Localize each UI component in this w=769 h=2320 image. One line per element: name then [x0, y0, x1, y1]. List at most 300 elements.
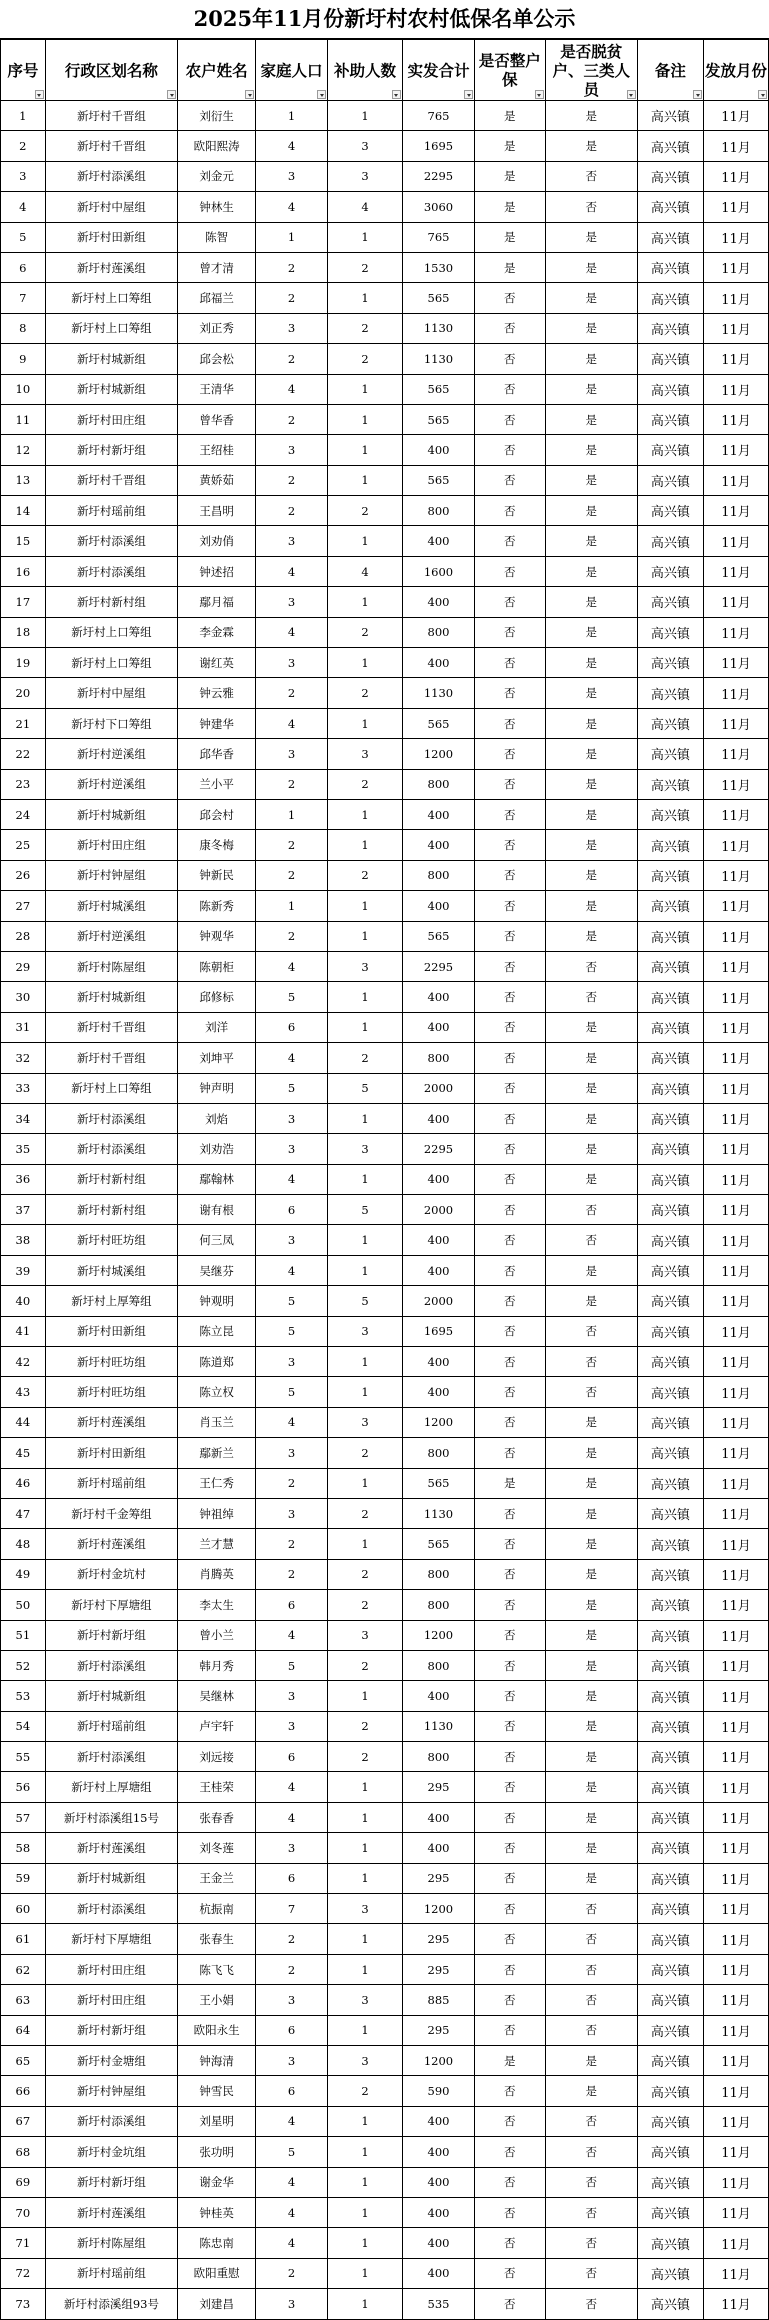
subsidized-count-cell: 1 — [328, 2167, 403, 2197]
month-cell: 11月 — [704, 2289, 769, 2319]
poverty-status-cell: 是 — [545, 739, 637, 769]
row-index-cell: 18 — [1, 617, 46, 647]
poverty-status-cell: 是 — [545, 1438, 637, 1468]
district-cell: 新圩村添溪组15号 — [45, 1802, 178, 1832]
household-size-cell: 6 — [256, 1012, 328, 1042]
poverty-status-cell: 是 — [545, 313, 637, 343]
household-size-cell: 6 — [256, 2015, 328, 2045]
month-cell: 11月 — [704, 252, 769, 282]
total-amount-cell: 1130 — [402, 1711, 474, 1741]
table-row — [1, 1681, 769, 1711]
household-size-cell: 6 — [256, 2076, 328, 2106]
farmer-name-cell: 刘衍生 — [178, 101, 256, 131]
district-cell: 新圩村新圩组 — [45, 2015, 178, 2045]
note-cell: 高兴镇 — [637, 2258, 703, 2288]
subsidized-count-cell: 2 — [328, 1438, 403, 1468]
total-amount-cell: 295 — [402, 2015, 474, 2045]
poverty-status-cell: 否 — [545, 1954, 637, 1984]
header-label: 农户姓名 — [185, 60, 248, 80]
month-cell: 11月 — [704, 374, 769, 404]
whole-household-cell: 否 — [475, 1802, 546, 1832]
note-cell: 高兴镇 — [637, 1407, 703, 1437]
month-cell: 11月 — [704, 2167, 769, 2197]
household-size-cell: 4 — [256, 1802, 328, 1832]
table-row — [1, 496, 769, 526]
whole-household-cell: 否 — [475, 1742, 546, 1772]
header-label: 是否脱贫户、三类人员 — [552, 41, 630, 99]
table-row — [1, 283, 769, 313]
whole-household-cell: 否 — [475, 1347, 546, 1377]
total-amount-cell: 400 — [402, 982, 474, 1012]
district-cell: 新圩村城新组 — [45, 799, 178, 829]
poverty-status-cell: 是 — [545, 860, 637, 890]
note-cell: 高兴镇 — [637, 1833, 703, 1863]
total-amount-cell: 400 — [402, 587, 474, 617]
district-cell: 新圩村钟屋组 — [45, 2076, 178, 2106]
poverty-status-cell: 是 — [545, 1559, 637, 1589]
poverty-status-cell: 是 — [545, 678, 637, 708]
table-row — [1, 1438, 769, 1468]
household-size-cell: 2 — [256, 1468, 328, 1498]
month-cell: 11月 — [704, 1742, 769, 1772]
farmer-name-cell: 刘劝浩 — [178, 1134, 256, 1164]
month-cell: 11月 — [704, 2106, 769, 2136]
total-amount-cell: 1130 — [402, 1498, 474, 1528]
farmer-name-cell: 邱会松 — [178, 344, 256, 374]
total-amount-cell: 1695 — [402, 131, 474, 161]
table-row — [1, 1529, 769, 1559]
total-amount-cell: 565 — [402, 465, 474, 495]
table-row — [1, 1255, 769, 1285]
farmer-name-cell: 钟新民 — [178, 860, 256, 890]
month-cell: 11月 — [704, 161, 769, 191]
district-cell: 新圩村田新组 — [45, 1438, 178, 1468]
total-amount-cell: 400 — [402, 830, 474, 860]
month-cell: 11月 — [704, 1772, 769, 1802]
district-cell: 新圩村城新组 — [45, 374, 178, 404]
month-cell: 11月 — [704, 131, 769, 161]
farmer-name-cell: 谢金华 — [178, 2167, 256, 2197]
farmer-name-cell: 曾才清 — [178, 252, 256, 282]
month-cell: 11月 — [704, 648, 769, 678]
header-label: 行政区划名称 — [64, 60, 158, 80]
household-size-cell: 1 — [256, 222, 328, 252]
farmer-name-cell: 王绍桂 — [178, 435, 256, 465]
farmer-name-cell: 曾小兰 — [178, 1620, 256, 1650]
total-amount-cell: 800 — [402, 1650, 474, 1680]
note-cell: 高兴镇 — [637, 1498, 703, 1528]
note-cell: 高兴镇 — [637, 1347, 703, 1377]
month-cell: 11月 — [704, 192, 769, 222]
farmer-name-cell: 肖玉兰 — [178, 1407, 256, 1437]
whole-household-cell: 否 — [475, 830, 546, 860]
whole-household-cell: 否 — [475, 496, 546, 526]
district-cell: 新圩村添溪组93号 — [45, 2289, 178, 2319]
farmer-name-cell: 陈新秀 — [178, 891, 256, 921]
subsidized-count-cell: 1 — [328, 1255, 403, 1285]
note-cell: 高兴镇 — [637, 708, 703, 738]
farmer-name-cell: 王金兰 — [178, 1863, 256, 1893]
district-cell: 新圩村莲溪组 — [45, 252, 178, 282]
note-cell: 高兴镇 — [637, 1529, 703, 1559]
household-size-cell: 6 — [256, 1590, 328, 1620]
table-row — [1, 1772, 769, 1802]
row-index-cell: 4 — [1, 192, 46, 222]
poverty-status-cell: 否 — [545, 161, 637, 191]
household-size-cell: 1 — [256, 799, 328, 829]
whole-household-cell: 否 — [475, 2258, 546, 2288]
household-size-cell: 2 — [256, 344, 328, 374]
subsidized-count-cell: 2 — [328, 344, 403, 374]
poverty-status-cell: 是 — [545, 1498, 637, 1528]
note-cell: 高兴镇 — [637, 2228, 703, 2258]
month-cell: 11月 — [704, 2197, 769, 2227]
district-cell: 新圩村城新组 — [45, 1681, 178, 1711]
farmer-name-cell: 何三凤 — [178, 1225, 256, 1255]
district-cell: 新圩村上厚塘组 — [45, 1772, 178, 1802]
subsidized-count-cell: 1 — [328, 2228, 403, 2258]
total-amount-cell: 400 — [402, 1255, 474, 1285]
whole-household-cell: 否 — [475, 1134, 546, 1164]
district-cell: 新圩村逆溪组 — [45, 921, 178, 951]
whole-household-cell: 否 — [475, 1073, 546, 1103]
household-size-cell: 3 — [256, 1347, 328, 1377]
col-header-whole-household — [475, 40, 546, 101]
row-index-cell: 22 — [1, 739, 46, 769]
whole-household-cell: 否 — [475, 1225, 546, 1255]
farmer-name-cell: 陈立昆 — [178, 1316, 256, 1346]
row-index-cell: 56 — [1, 1772, 46, 1802]
farmer-name-cell: 张春生 — [178, 1924, 256, 1954]
subsidized-count-cell: 2 — [328, 1742, 403, 1772]
district-cell: 新圩村田新组 — [45, 222, 178, 252]
total-amount-cell: 400 — [402, 1681, 474, 1711]
total-amount-cell: 295 — [402, 1863, 474, 1893]
filter-dropdown-icon[interactable] — [392, 90, 401, 99]
note-cell: 高兴镇 — [637, 587, 703, 617]
farmer-name-cell: 钟桂英 — [178, 2197, 256, 2227]
month-cell: 11月 — [704, 1802, 769, 1832]
whole-household-cell: 否 — [475, 587, 546, 617]
poverty-status-cell: 是 — [545, 1772, 637, 1802]
district-cell: 新圩村田庄组 — [45, 1985, 178, 2015]
month-cell: 11月 — [704, 1894, 769, 1924]
note-cell: 高兴镇 — [637, 1985, 703, 2015]
filter-dropdown-icon[interactable] — [535, 90, 544, 99]
household-size-cell: 3 — [256, 1225, 328, 1255]
whole-household-cell: 否 — [475, 313, 546, 343]
whole-household-cell: 否 — [475, 1164, 546, 1194]
subsidized-count-cell: 1 — [328, 2015, 403, 2045]
row-index-cell: 58 — [1, 1833, 46, 1863]
note-cell: 高兴镇 — [637, 1043, 703, 1073]
table-row — [1, 1650, 769, 1680]
farmer-name-cell: 王仁秀 — [178, 1468, 256, 1498]
farmer-name-cell: 鄢翰林 — [178, 1164, 256, 1194]
whole-household-cell: 是 — [475, 192, 546, 222]
district-cell: 新圩村千晋组 — [45, 1012, 178, 1042]
whole-household-cell: 否 — [475, 891, 546, 921]
note-cell: 高兴镇 — [637, 1802, 703, 1832]
row-index-cell: 6 — [1, 252, 46, 282]
total-amount-cell: 800 — [402, 1590, 474, 1620]
subsidized-count-cell: 2 — [328, 860, 403, 890]
month-cell: 11月 — [704, 1711, 769, 1741]
month-cell: 11月 — [704, 1590, 769, 1620]
filter-dropdown-icon[interactable] — [693, 90, 702, 99]
month-cell: 11月 — [704, 1377, 769, 1407]
poverty-status-cell: 否 — [545, 982, 637, 1012]
district-cell: 新圩村上口筹组 — [45, 648, 178, 678]
row-index-cell: 2 — [1, 131, 46, 161]
table-row — [1, 830, 769, 860]
month-cell: 11月 — [704, 587, 769, 617]
farmer-name-cell: 欧阳永生 — [178, 2015, 256, 2045]
household-size-cell: 3 — [256, 1833, 328, 1863]
household-size-cell: 3 — [256, 1498, 328, 1528]
subsidized-count-cell: 5 — [328, 1073, 403, 1103]
note-cell: 高兴镇 — [637, 404, 703, 434]
table-row — [1, 192, 769, 222]
note-cell: 高兴镇 — [637, 1316, 703, 1346]
district-cell: 新圩村莲溪组 — [45, 1833, 178, 1863]
subsidized-count-cell: 1 — [328, 648, 403, 678]
row-index-cell: 43 — [1, 1377, 46, 1407]
poverty-status-cell: 是 — [545, 1286, 637, 1316]
row-index-cell: 42 — [1, 1347, 46, 1377]
district-cell: 新圩村旺坊组 — [45, 1377, 178, 1407]
note-cell: 高兴镇 — [637, 1590, 703, 1620]
whole-household-cell: 否 — [475, 799, 546, 829]
whole-household-cell: 否 — [475, 1012, 546, 1042]
total-amount-cell: 2000 — [402, 1286, 474, 1316]
note-cell: 高兴镇 — [637, 252, 703, 282]
header-label: 序号 — [7, 60, 39, 80]
table-row — [1, 1407, 769, 1437]
subsidized-count-cell: 5 — [328, 1286, 403, 1316]
table-row — [1, 2197, 769, 2227]
subsidized-count-cell: 1 — [328, 587, 403, 617]
poverty-status-cell: 是 — [545, 465, 637, 495]
subsidized-count-cell: 1 — [328, 921, 403, 951]
farmer-name-cell: 钟海清 — [178, 2046, 256, 2076]
table-row — [1, 2167, 769, 2197]
table-row — [1, 2015, 769, 2045]
filter-dropdown-icon[interactable] — [464, 90, 473, 99]
farmer-name-cell: 邱会村 — [178, 799, 256, 829]
row-index-cell: 53 — [1, 1681, 46, 1711]
col-header-index — [1, 40, 46, 101]
household-size-cell: 2 — [256, 1559, 328, 1589]
filter-dropdown-icon[interactable] — [167, 90, 176, 99]
subsidized-count-cell: 3 — [328, 131, 403, 161]
total-amount-cell: 800 — [402, 769, 474, 799]
subsidized-count-cell: 1 — [328, 465, 403, 495]
whole-household-cell: 否 — [475, 1833, 546, 1863]
col-header-note — [637, 40, 703, 101]
note-cell: 高兴镇 — [637, 1438, 703, 1468]
whole-household-cell: 是 — [475, 131, 546, 161]
table-row — [1, 1225, 769, 1255]
row-index-cell: 19 — [1, 648, 46, 678]
filter-dropdown-icon[interactable] — [245, 90, 254, 99]
poverty-status-cell: 是 — [545, 1407, 637, 1437]
row-index-cell: 13 — [1, 465, 46, 495]
district-cell: 新圩村田庄组 — [45, 830, 178, 860]
whole-household-cell: 否 — [475, 1590, 546, 1620]
household-size-cell: 3 — [256, 2289, 328, 2319]
poverty-status-cell: 是 — [545, 1043, 637, 1073]
subsidized-count-cell: 3 — [328, 739, 403, 769]
household-size-cell: 2 — [256, 830, 328, 860]
farmer-name-cell: 钟观明 — [178, 1286, 256, 1316]
poverty-status-cell: 否 — [545, 1225, 637, 1255]
month-cell: 11月 — [704, 1286, 769, 1316]
note-cell: 高兴镇 — [637, 617, 703, 647]
farmer-name-cell: 刘焰 — [178, 1103, 256, 1133]
whole-household-cell: 否 — [475, 2167, 546, 2197]
whole-household-cell: 否 — [475, 2289, 546, 2319]
farmer-name-cell: 刘建昌 — [178, 2289, 256, 2319]
total-amount-cell: 400 — [402, 891, 474, 921]
note-cell: 高兴镇 — [637, 2046, 703, 2076]
farmer-name-cell: 兰才慧 — [178, 1529, 256, 1559]
col-header-poverty-status — [545, 40, 637, 101]
farmer-name-cell: 钟祖绰 — [178, 1498, 256, 1528]
district-cell: 新圩村旺坊组 — [45, 1347, 178, 1377]
household-size-cell: 3 — [256, 435, 328, 465]
note-cell: 高兴镇 — [637, 951, 703, 981]
subsidized-count-cell: 1 — [328, 1529, 403, 1559]
recipient-table — [0, 39, 769, 2320]
poverty-status-cell: 是 — [545, 587, 637, 617]
subsidized-count-cell: 3 — [328, 1407, 403, 1437]
note-cell: 高兴镇 — [637, 1559, 703, 1589]
row-index-cell: 49 — [1, 1559, 46, 1589]
note-cell: 高兴镇 — [637, 161, 703, 191]
month-cell: 11月 — [704, 465, 769, 495]
note-cell: 高兴镇 — [637, 1103, 703, 1133]
table-row — [1, 1103, 769, 1133]
total-amount-cell: 400 — [402, 799, 474, 829]
total-amount-cell: 2295 — [402, 951, 474, 981]
household-size-cell: 3 — [256, 1985, 328, 2015]
district-cell: 新圩村陈屋组 — [45, 2228, 178, 2258]
row-index-cell: 39 — [1, 1255, 46, 1285]
note-cell: 高兴镇 — [637, 1164, 703, 1194]
whole-household-cell: 否 — [475, 739, 546, 769]
poverty-status-cell: 是 — [545, 2076, 637, 2106]
district-cell: 新圩村上口筹组 — [45, 313, 178, 343]
farmer-name-cell: 钟述招 — [178, 556, 256, 586]
subsidized-count-cell: 1 — [328, 2258, 403, 2288]
whole-household-cell: 否 — [475, 1985, 546, 2015]
district-cell: 新圩村城溪组 — [45, 891, 178, 921]
district-cell: 新圩村瑶前组 — [45, 496, 178, 526]
household-size-cell: 3 — [256, 1438, 328, 1468]
table-row — [1, 769, 769, 799]
note-cell: 高兴镇 — [637, 374, 703, 404]
table-row — [1, 1620, 769, 1650]
district-cell: 新圩村上口筹组 — [45, 283, 178, 313]
note-cell: 高兴镇 — [637, 1742, 703, 1772]
table-row — [1, 921, 769, 951]
month-cell: 11月 — [704, 1985, 769, 2015]
filter-dropdown-icon[interactable] — [758, 90, 767, 99]
filter-dropdown-icon[interactable] — [317, 90, 326, 99]
household-size-cell: 4 — [256, 131, 328, 161]
poverty-status-cell: 否 — [545, 1985, 637, 2015]
row-index-cell: 70 — [1, 2197, 46, 2227]
farmer-name-cell: 曾华香 — [178, 404, 256, 434]
row-index-cell: 28 — [1, 921, 46, 951]
note-cell: 高兴镇 — [637, 1620, 703, 1650]
note-cell: 高兴镇 — [637, 1134, 703, 1164]
subsidized-count-cell: 1 — [328, 1833, 403, 1863]
poverty-status-cell: 是 — [545, 1134, 637, 1164]
poverty-status-cell: 否 — [545, 2167, 637, 2197]
subsidized-count-cell: 2 — [328, 1498, 403, 1528]
total-amount-cell: 295 — [402, 1954, 474, 1984]
table-row — [1, 1711, 769, 1741]
table-row — [1, 2228, 769, 2258]
subsidized-count-cell: 4 — [328, 556, 403, 586]
district-cell: 新圩村田庄组 — [45, 404, 178, 434]
district-cell: 新圩村城溪组 — [45, 1255, 178, 1285]
month-cell: 11月 — [704, 1863, 769, 1893]
row-index-cell: 12 — [1, 435, 46, 465]
row-index-cell: 40 — [1, 1286, 46, 1316]
farmer-name-cell: 邱福兰 — [178, 283, 256, 313]
month-cell: 11月 — [704, 1650, 769, 1680]
row-index-cell: 63 — [1, 1985, 46, 2015]
month-cell: 11月 — [704, 739, 769, 769]
farmer-name-cell: 王昌明 — [178, 496, 256, 526]
whole-household-cell: 否 — [475, 435, 546, 465]
whole-household-cell: 是 — [475, 1468, 546, 1498]
district-cell: 新圩村千金筹组 — [45, 1498, 178, 1528]
total-amount-cell: 2295 — [402, 161, 474, 191]
filter-dropdown-icon[interactable] — [627, 90, 636, 99]
total-amount-cell: 800 — [402, 1043, 474, 1073]
month-cell: 11月 — [704, 1225, 769, 1255]
subsidized-count-cell: 2 — [328, 1650, 403, 1680]
total-amount-cell: 2000 — [402, 1195, 474, 1225]
row-index-cell: 50 — [1, 1590, 46, 1620]
poverty-status-cell: 是 — [545, 556, 637, 586]
table-row — [1, 587, 769, 617]
district-cell: 新圩村莲溪组 — [45, 2197, 178, 2227]
filter-dropdown-icon[interactable] — [35, 90, 44, 99]
month-cell: 11月 — [704, 1316, 769, 1346]
month-cell: 11月 — [704, 860, 769, 890]
poverty-status-cell: 否 — [545, 2228, 637, 2258]
subsidized-count-cell: 1 — [328, 1377, 403, 1407]
poverty-status-cell: 是 — [545, 830, 637, 860]
note-cell: 高兴镇 — [637, 2137, 703, 2167]
household-size-cell: 2 — [256, 678, 328, 708]
household-size-cell: 4 — [256, 2228, 328, 2258]
month-cell: 11月 — [704, 951, 769, 981]
note-cell: 高兴镇 — [637, 2289, 703, 2319]
whole-household-cell: 否 — [475, 951, 546, 981]
household-size-cell: 3 — [256, 587, 328, 617]
month-cell: 11月 — [704, 1347, 769, 1377]
subsidized-count-cell: 3 — [328, 1316, 403, 1346]
subsidized-count-cell: 1 — [328, 799, 403, 829]
farmer-name-cell: 张春香 — [178, 1802, 256, 1832]
table-row — [1, 1347, 769, 1377]
